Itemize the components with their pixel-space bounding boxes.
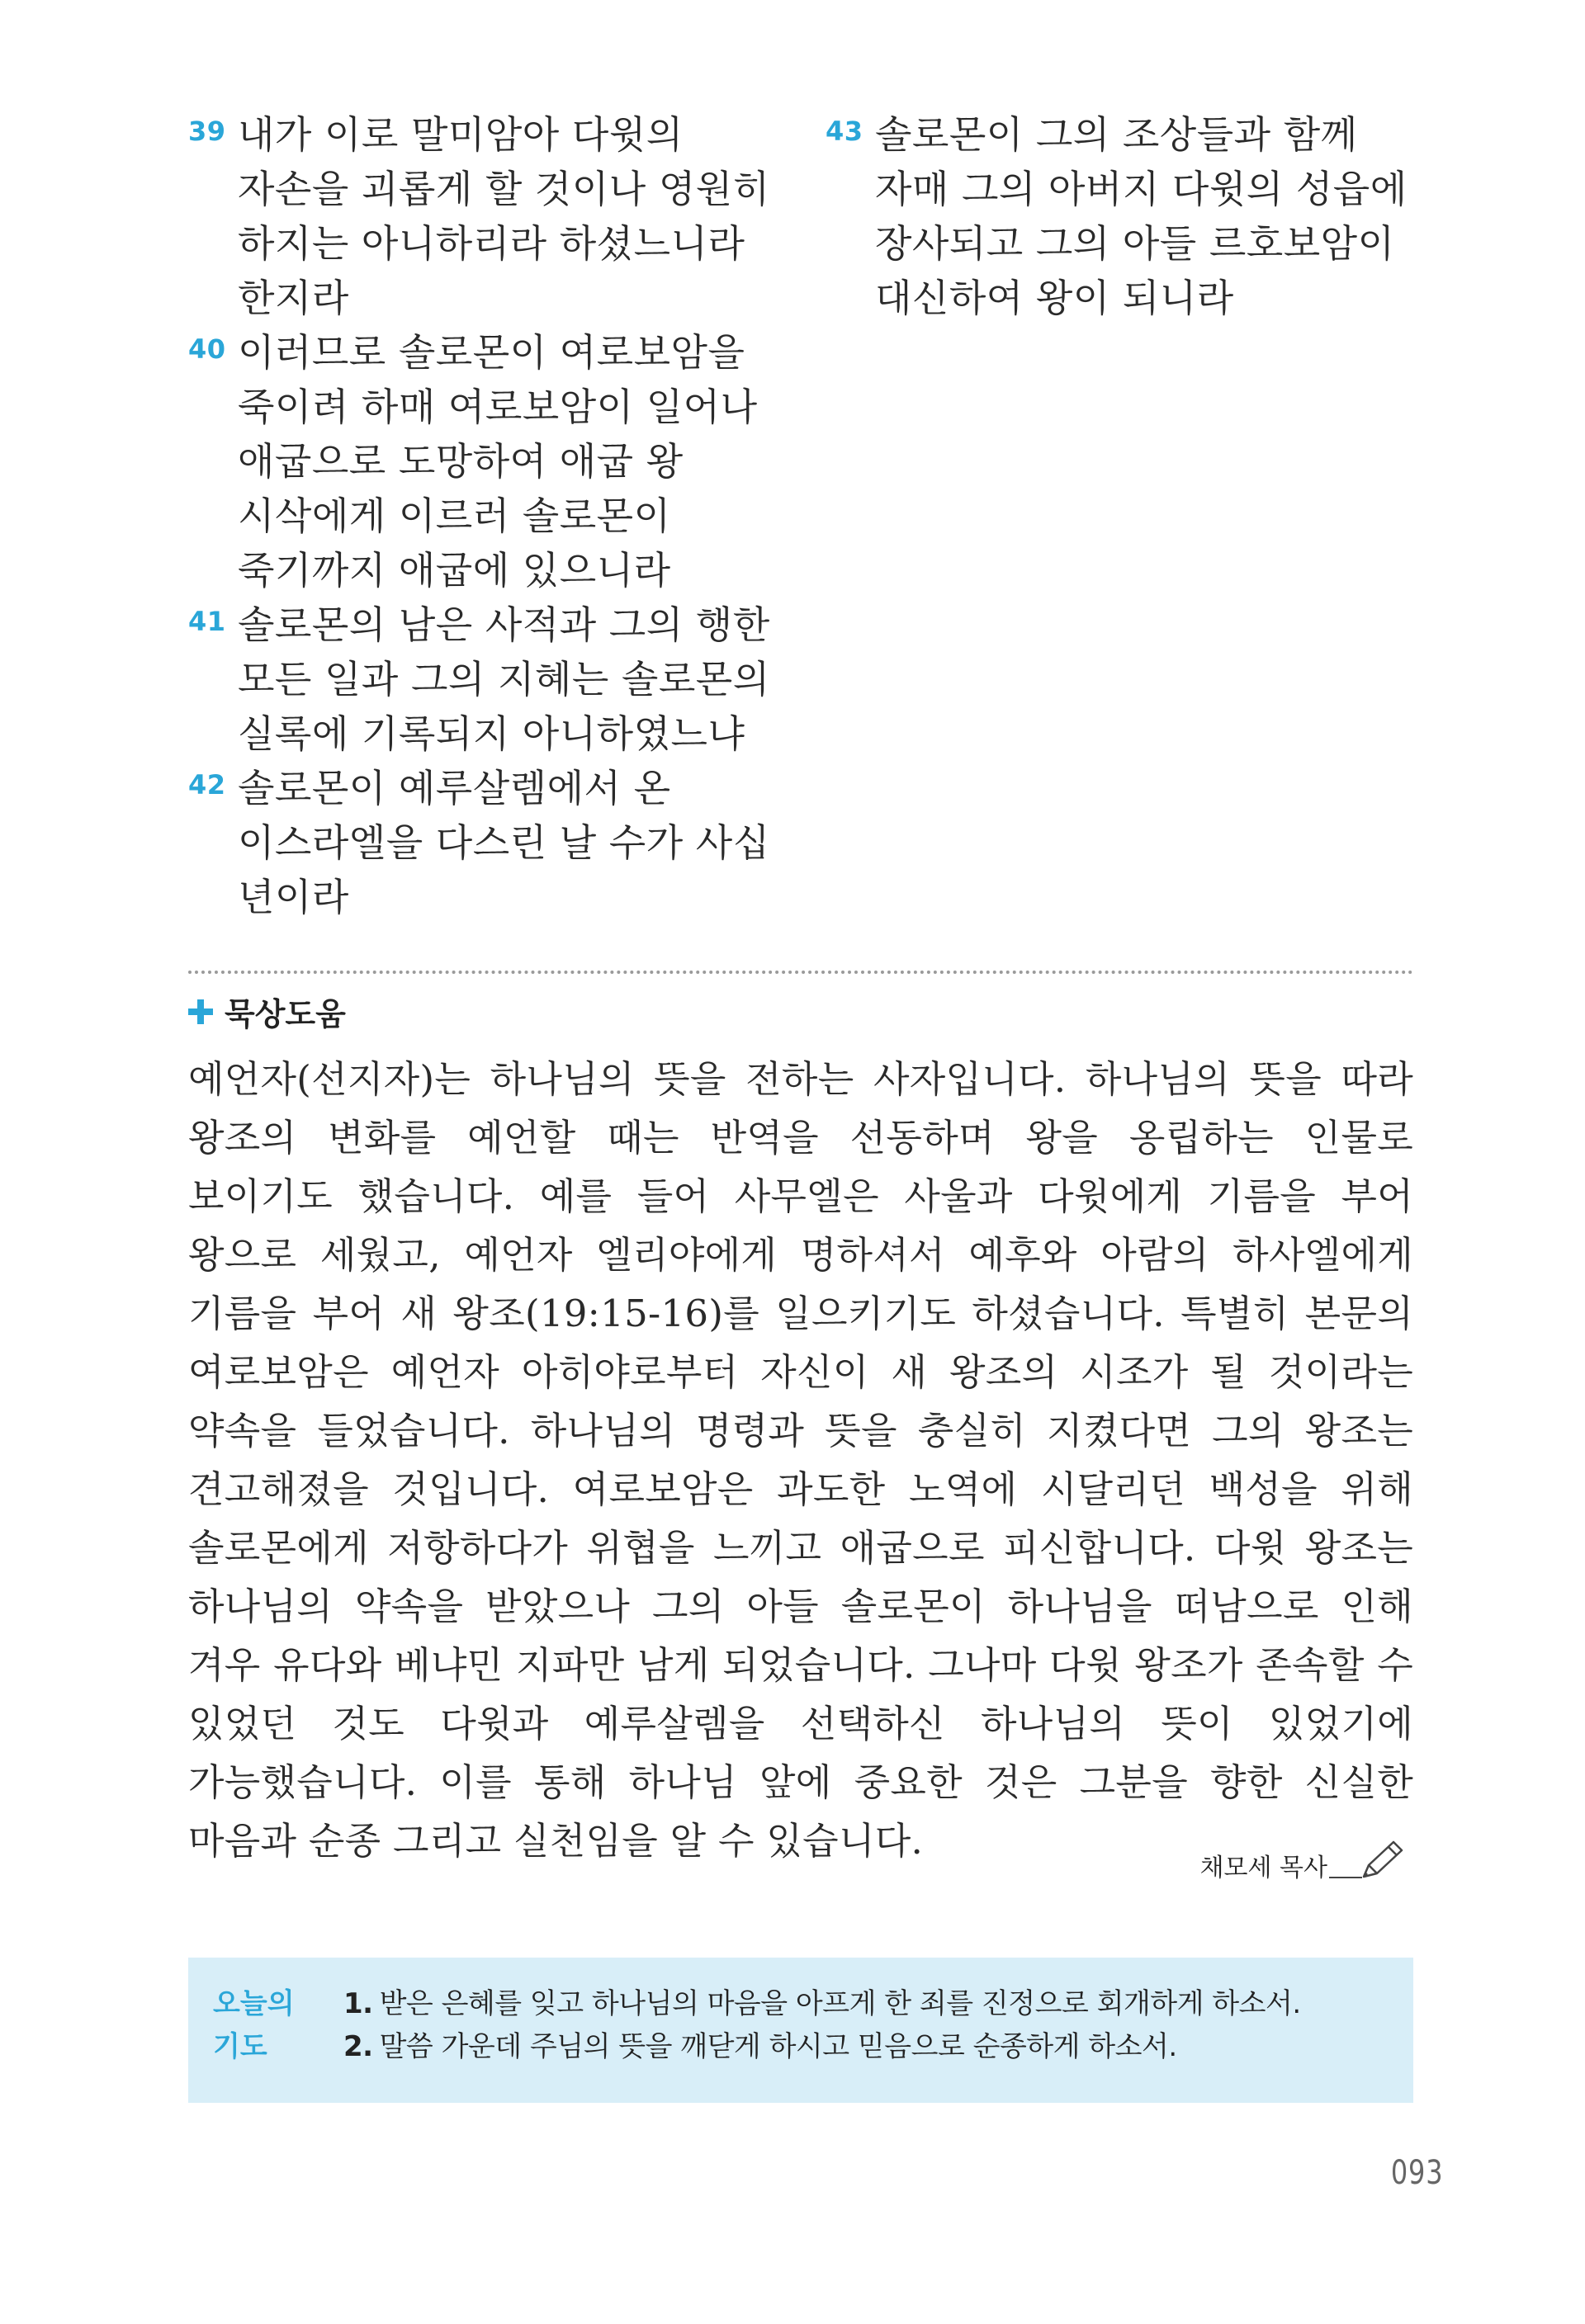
verse-column-right xyxy=(826,107,1420,325)
verse-column-left xyxy=(188,107,783,924)
verse-text: 이러므로 솔로몬이 여로보암을 죽이려 하매 여로보암이 일어나 애굽으로 도망하여 애굽 왕 시삭에게 이르러 솔로몬이 죽기까지 애굽에 있으니라 xyxy=(238,330,758,593)
verse-40 xyxy=(188,325,783,598)
verse-text: 솔로몬이 예루살렘에서 온 이스라엘을 다스린 날 수가 사십 년이라 xyxy=(238,766,770,919)
verse-number: 39 xyxy=(188,116,226,147)
prayer-item xyxy=(343,2025,1301,2068)
verse-number: 42 xyxy=(188,769,226,801)
prayer-item xyxy=(343,1982,1301,2025)
prayer-list xyxy=(343,1982,1301,2068)
prayer-item-number: 2. xyxy=(343,2030,373,2063)
author-name: 채모세 목사 xyxy=(1199,1854,1327,1882)
verse-number: 40 xyxy=(188,333,226,365)
prayer-box xyxy=(188,1958,1413,2103)
prayer-title: 오늘의 기도 xyxy=(213,1987,295,2063)
meditation-title: 묵상도움 xyxy=(225,996,346,1032)
verse-42 xyxy=(188,761,783,924)
verse-41 xyxy=(188,598,783,761)
prayer-item-text: 받은 은혜를 잊고 하나님의 마음을 아프게 한 죄를 진정으로 회개하게 하소서. xyxy=(379,1987,1301,2020)
verse-number: 43 xyxy=(826,116,863,147)
verse-text: 내가 이로 말미암아 다윗의 자손을 괴롭게 할 것이나 영원히 하지는 아니하리라 하셨느니라 한지라 xyxy=(238,112,770,320)
verse-text: 솔로몬이 그의 조상들과 함께 자매 그의 아버지 다윗의 성읍에 장사되고 그의 아들 르호보암이 대신하여 왕이 되니라 xyxy=(875,112,1408,320)
verse-text: 솔로몬의 남은 사적과 그의 행한 모든 일과 그의 지혜는 솔로몬의 실록에 기록되지 아니하였느냐 xyxy=(238,602,770,756)
verse-number: 41 xyxy=(188,606,226,637)
page-number: 093 xyxy=(1390,2154,1443,2192)
prayer-item-number: 1. xyxy=(343,1987,373,2020)
author-signature xyxy=(1200,1837,1407,1883)
meditation-body: 예언자(선지자)는 하나님의 뜻을 전하는 사자입니다. 하나님의 뜻을 따라 왕조의 변화를 예언할 때는 반역을 선동하며 왕을 옹립하는 인물로 보이기도 했습니다. 예를 들어 사무엘은 사울과 다윗에게 기름을 부어 왕으로 세웠고, 예언자 엘리야에게 명하셔서 예후와 아람의 하사엘에게 기름을 부어 새 왕조(19:15-16)를 일으키기도 하셨습니다. 특별히 본문의 여로보암은 예언자 아히야로부터 자신이 새 왕조의 시조가 될 것이라는 약속을 들었습니다. 하나님의 명령과 뜻을 충실히 지켰다면 그의 왕조는 견고해졌을 것입니다. 여로보암은 과도한 노역에 시달리던 백성을 위해 솔로몬에게 저항하다가 위협을 느끼고 애굽으로 피신합니다. 다윗 왕조는 하나님의 약속을 받았으나 그의 아들 솔로몬이 하나님을 떠남으로 인해 겨우 유다와 베냐민 지파만 남게 되었습니다. 그나마 다윗 왕조가 존속할 수 있었던 것도 다윗과 예루살렘을 선택하신 하나님의 뜻이 있었기에 가능했습니다. 이를 통해 하나님 앞에 중요한 것은 그분을 향한 신실한 마음과 순종 그리고 실천임을 알 수 있습니다. xyxy=(188,1057,1413,1863)
prayer-item-text: 말씀 가운데 주님의 뜻을 깨닫게 하시고 믿음으로 순종하게 하소서. xyxy=(379,2030,1177,2063)
plus-icon xyxy=(188,999,213,1024)
meditation-header xyxy=(188,989,346,1034)
pencil-icon xyxy=(1357,1837,1407,1883)
section-divider xyxy=(188,971,1413,974)
verse-39 xyxy=(188,107,783,325)
verse-43 xyxy=(826,107,1420,325)
